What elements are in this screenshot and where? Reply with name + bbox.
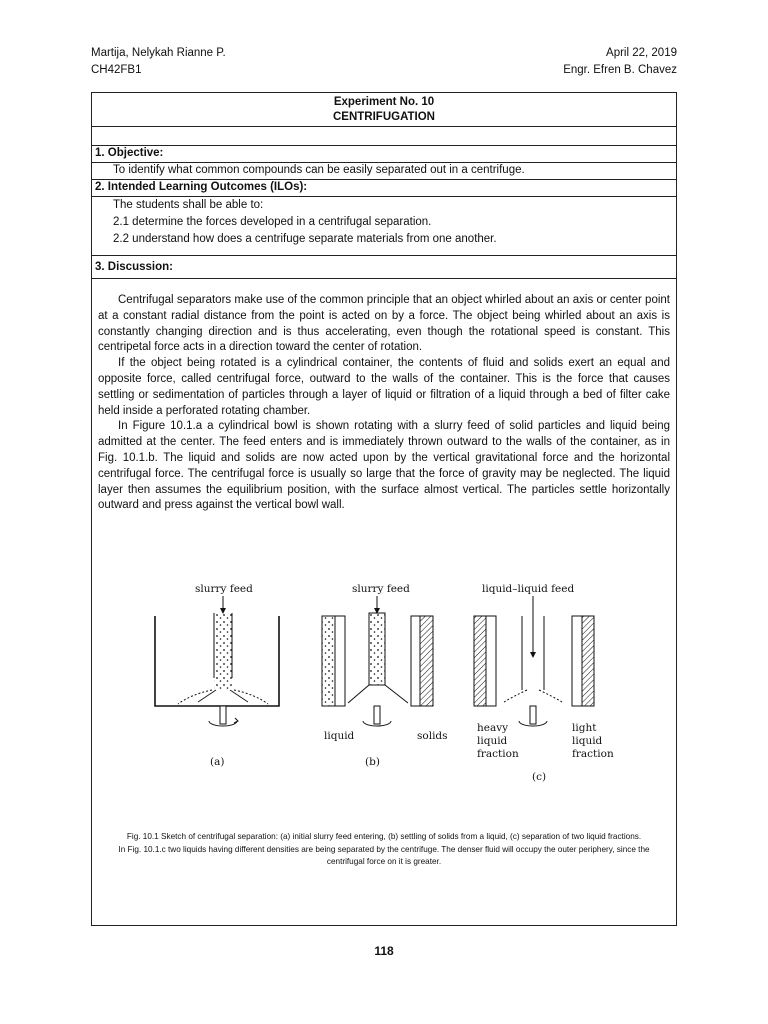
figure-b [322,583,448,768]
ilo-item: 2.2 understand how does a centrifuge separate materials from one another. [113,233,497,245]
figure-caption [92,831,676,869]
figure-c-label: (c) [532,771,547,783]
ilos-body [92,196,676,256]
figure-c-heavy-label: fraction [477,748,519,760]
discussion-paragraph: If the object being rotated is a cylindrical container, the contents of fluid and solids exert an equal and opposite force, called centrifugal force, outward to the walls of the container. This is the force that causes settling or sedimentation of particles through a layer of liquid or filtration of a liquid through a bed of filter cake held inside a perforated rotating chamber. [98,357,670,417]
figure-c [474,583,614,783]
figure-c-heavy-label: heavy [477,722,509,734]
figure-c-heavy-label: liquid [477,735,508,747]
figure-b-label: (b) [365,756,380,768]
discussion-heading: 3. Discussion: [92,256,676,279]
figure-a-label: (a) [210,756,225,768]
ilos-heading: 2. Intended Learning Outcomes (ILOs): [92,179,676,197]
ilo-item: 2.1 determine the forces developed in a centrifugal separation. [113,216,432,228]
discussion-body [98,293,670,514]
objective-heading: 1. Objective: [92,145,676,163]
figure-c-light-label: light [572,722,597,734]
figure-b-feed-label: slurry feed [352,583,410,595]
ilos-intro: The students shall be able to: [113,199,264,211]
instructor-name: Engr. Efren B. Chavez [563,64,677,76]
experiment-number: Experiment No. 10 [333,96,435,108]
caption-line: Fig. 10.1 Sketch of centrifugal separation: (a) initial slurry feed entering, (b) settling of solids from a liquid, (c) separation of two liquid fractions. [126,832,642,841]
figure-b-liquid-label: liquid [324,730,355,742]
author-name: Martija, Nelykah Rianne P. [91,47,226,59]
caption-line: In Fig. 10.1.c two liquids having different densities are being separated by the centrifuge. The denser fluid will occupy the outer periphery, since the [118,844,650,854]
title-row [92,93,676,127]
header-right [563,45,677,79]
centrifuge-figure [152,578,622,793]
figure-a-feed-label: slurry feed [195,583,253,595]
experiment-table [91,92,677,926]
report-date: April 22, 2019 [606,47,677,59]
figure-c-light-label: fraction [572,748,614,760]
caption-line: centrifugal force on it is greater. [326,857,442,866]
figure-b-solids-label: solids [417,730,448,742]
slurry-column [214,613,232,689]
discussion-paragraph: Centrifugal separators make use of the common principle that an object whirled about an axis or center point at a constant radial distance from the point is acted on by a force. The object being whirled about an axis is constantly changing direction and is thus accelerating, even though the rotational speed is constant. This centripetal force acts in a direction toward the center of rotation. [98,294,670,354]
figure-c-feed-label: liquid–liquid feed [482,583,575,595]
header-left [91,45,226,79]
experiment-title: CENTRIFUGATION [332,111,435,123]
figure-a [155,583,279,768]
objective-text: To identify what common compounds can be easily separated out in a centrifuge. [92,162,676,180]
figure-c-light-label: liquid [572,735,603,747]
section-code: CH42FB1 [91,64,142,76]
discussion-paragraph: In Figure 10.1.a a cylindrical bowl is shown rotating with a slurry feed of solid particles and liquid being admitted at the center. The feed enters and is immediately thrown outward to the walls of the container, as in Fig. 10.1.b. The liquid and solids are now acted upon by the vertical gravitational force and the horizontal centrifugal force. The centrifugal force is usually so large that the force of gravity may be neglected. The liquid layer then assumes the equilibrium position, with the surface almost vertical. The particles settle horizontally outward and press against the vertical bowl wall. [98,420,670,512]
spacer-row [92,127,676,146]
page-number: 118 [374,944,394,958]
